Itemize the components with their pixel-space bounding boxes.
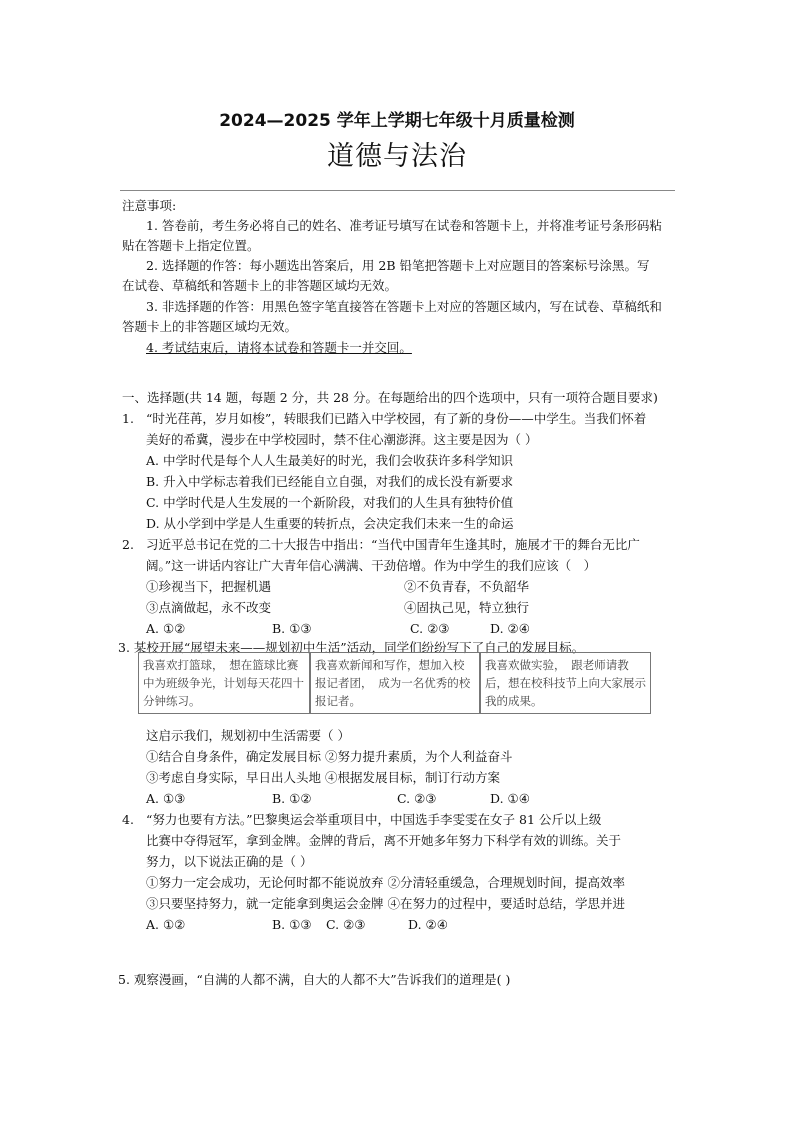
statement-item: ①珍视当下，把握机遇 — [146, 579, 272, 594]
header-divider — [120, 190, 675, 191]
statement-item: ②不负青春，不负韶华 — [404, 579, 530, 594]
option-d: D. 从小学到中学是人生重要的转折点，会决定我们未来一生的命运 — [146, 516, 514, 531]
answer-choice: C. ②③ — [410, 621, 450, 636]
answer-choice: A. ①② — [146, 621, 186, 636]
question-stem: “时光荏苒，岁月如梭”，转眼我们已踏入中学校园，有了新的身份——中学生。当我们怀着 — [146, 411, 647, 426]
question-stem: 比赛中夺得冠军，拿到金牌。金牌的背后，离不开她多年努力下科学有效的训练。关于 — [146, 833, 622, 848]
answer-choice: D. ②④ — [408, 917, 448, 932]
answer-choice: C. ②③ — [397, 791, 437, 806]
answer-choice: D. ①④ — [490, 791, 530, 806]
note-line: 3. 非选择题的作答：用黑色签字笔直接答在答题卡上对应的答题区域内，写在试卷、草稿纸和 — [146, 299, 662, 314]
note-line-underlined: 4. 考试结束后，请将本试卷和答题卡一并交回。 — [146, 340, 412, 355]
answer-choice: B. ①③ — [272, 917, 312, 932]
question-number: 4. — [122, 812, 134, 827]
question-stem: 努力，以下说法正确的是（ ） — [146, 854, 313, 869]
answer-choice: C. ②③ — [326, 917, 366, 932]
answer-choice: B. ①② — [272, 791, 312, 806]
exam-title: 2024—2025 学年上学期七年级十月质量检测 — [219, 111, 575, 131]
goal-box: 我喜欢新闻和写作，想加入校报记者团， 成为一名优秀的校报记者。 — [310, 652, 480, 714]
note-line: 2. 选择题的作答：每小题选出答案后，用 2B 铅笔把答题卡上对应题目的答案标号涂黑。写 — [146, 258, 650, 273]
question-stem: 3. 某校开展“展望未来——规划初中生活”活动，同学们纷纷写下了自己的发展目标。 — [118, 640, 585, 655]
statement-line: ①努力一定会成功，无论何时都不能说放弃 ②分清轻重缓急，合理规划时间，提高效率 — [146, 875, 625, 890]
statement-line: ③考虑自身实际，早日出人头地 ④根据发展目标，制订行动方案 — [146, 770, 500, 785]
question-stem: 美好的希冀，漫步在中学校园时，禁不住心潮澎湃。这主要是因为（ ） — [146, 432, 538, 447]
question-stem: “努力也要有方法。”巴黎奥运会举重项目中，中国选手李雯雯在女子 81 公斤以上级 — [146, 812, 602, 827]
option-a: A. 中学时代是每个人人生最美好的时光，我们会收获许多科学知识 — [146, 453, 513, 468]
question-prompt: 这启示我们，规划初中生活需要（ ） — [146, 728, 350, 743]
notes-heading: 注意事项: — [122, 198, 177, 213]
answer-choice: A. ①③ — [146, 791, 186, 806]
question-number: 2. — [122, 537, 134, 552]
note-line: 1. 答卷前，考生务必将自己的姓名、准考证号填写在试卷和答题卡上，并将准考证号条形码粘 — [146, 218, 662, 233]
question-stem: 习近平总书记在党的二十大报告中指出：“当代中国青年生逢其时，施展才干的舞台无比广 — [146, 537, 640, 552]
statement-line: ③只要坚持努力，就一定能拿到奥运会金牌 ④在努力的过程中，要适时总结，学思并进 — [146, 896, 625, 911]
option-b: B. 升入中学标志着我们已经能自立自强，对我们的成长没有新要求 — [146, 474, 514, 489]
statement-item: ③点滴做起，永不改变 — [146, 600, 272, 615]
statement-line: ①结合自身条件，确定发展目标 ②努力提升素质，为个人利益奋斗 — [146, 749, 513, 764]
statement-item: ④固执己见，特立独行 — [404, 600, 530, 615]
answer-choice: A. ①② — [146, 917, 186, 932]
note-line: 在试卷、草稿纸和答题卡上的非答题区域均无效。 — [122, 278, 398, 293]
subject-title: 道德与法治 — [327, 141, 467, 172]
question-number: 1. — [122, 411, 134, 426]
note-line: 贴在答题卡上指定位置。 — [122, 238, 260, 253]
answer-choice: D. ②④ — [490, 621, 530, 636]
section-heading: 一、选择题(共 14 题，每题 2 分，共 28 分。在每题给出的四个选项中，只有一项符合题目要求) — [122, 390, 658, 405]
question-stem: 5. 观察漫画，“自满的人都不满，自大的人都不大”告诉我们的道理是( ) — [118, 972, 511, 987]
question-stem: 阔。”这一讲话内容让广大青年信心满满、干劲倍增。作为中学生的我们应该（ ） — [146, 558, 597, 573]
note-line: 答题卡上的非答题区域均无效。 — [122, 319, 298, 334]
goal-box: 我喜欢做实验， 跟老师请教后，想在校科技节上向大家展示我的成果。 — [480, 652, 651, 714]
option-c: C. 中学时代是人生发展的一个新阶段，对我们的人生具有独特价值 — [146, 495, 514, 510]
goal-box: 我喜欢打篮球， 想在篮球比赛中为班级争光，计划每天花四十分钟练习。 — [138, 652, 310, 714]
answer-choice: B. ①③ — [272, 621, 312, 636]
